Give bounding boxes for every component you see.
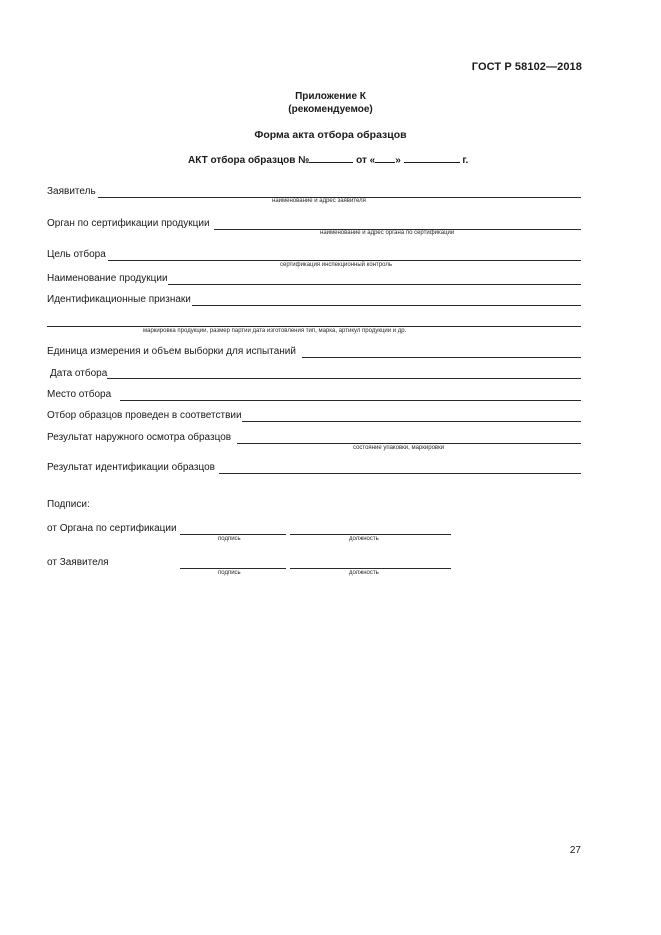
signature-body-position-line <box>290 534 451 535</box>
purpose-line <box>108 260 581 261</box>
place-line <box>120 400 581 401</box>
signature-body-sign-line <box>180 534 286 535</box>
signature-applicant-position-hint: должность <box>349 570 379 576</box>
applicant-hint: наименование и адрес заявителя <box>272 198 366 204</box>
identification-line <box>192 305 581 306</box>
inspection-hint: состояние упаковки, маркировки <box>353 445 445 451</box>
date-line <box>107 378 581 379</box>
certification-body-hint: наименование и адрес органа по сертификации <box>320 230 455 236</box>
act-close-quote: » <box>395 155 401 166</box>
signature-body-label: от Органа по сертификации <box>47 523 177 534</box>
applicant-label: Заявитель <box>47 186 96 197</box>
signature-applicant-label: от Заявителя <box>47 557 109 568</box>
inspection-line <box>237 443 581 444</box>
identification-label: Идентификационные признаки <box>47 294 191 305</box>
form-title: Форма акта отбора образцов <box>254 129 407 141</box>
product-name-line <box>168 284 581 285</box>
signature-applicant-sign-hint: подпись <box>218 570 241 576</box>
act-number-blank <box>309 154 353 163</box>
purpose-label: Цель отбора <box>47 249 106 260</box>
signatures-title: Подписи: <box>47 499 90 510</box>
unit-volume-label: Единица измерения и объем выборки для испытаний <box>47 346 296 357</box>
act-title-prefix: АКТ отбора образцов № <box>188 155 310 166</box>
act-year-label: г. <box>462 155 469 166</box>
conducted-label: Отбор образцов проведен в соответствии <box>47 410 242 421</box>
act-title <box>188 154 468 166</box>
annex-subtitle: (рекомендуемое) <box>288 104 373 115</box>
page-number: 27 <box>569 845 581 856</box>
certification-body-label: Орган по сертификации продукции <box>47 218 210 229</box>
unit-volume-line <box>302 357 581 358</box>
identification-hint: маркировка продукции, размер партии дата изготовления тип, марка, артикул продукции и др. <box>143 328 407 334</box>
signature-applicant-position-line <box>290 568 451 569</box>
identification-result-label: Результат идентификации образцов <box>47 462 215 473</box>
signature-applicant-sign-line <box>180 568 286 569</box>
date-label: Дата отбора <box>50 368 108 379</box>
standard-number: ГОСТ Р 58102—2018 <box>471 61 582 73</box>
place-label: Место отбора <box>47 389 112 400</box>
act-day-blank <box>375 154 395 163</box>
act-title-from: от « <box>356 155 376 166</box>
product-name-label: Наименование продукции <box>47 273 168 284</box>
annex-title: Приложение К <box>295 91 366 102</box>
signature-body-position-hint: должность <box>349 536 379 542</box>
inspection-label: Результат наружного осмотра образцов <box>47 432 232 443</box>
identification-line-2 <box>47 326 581 327</box>
identification-result-line <box>219 473 581 474</box>
act-month-blank <box>404 154 460 163</box>
purpose-hint: сертификация инспекционный контроль <box>280 262 392 268</box>
conducted-line <box>242 421 581 422</box>
signature-body-sign-hint: подпись <box>218 536 241 542</box>
